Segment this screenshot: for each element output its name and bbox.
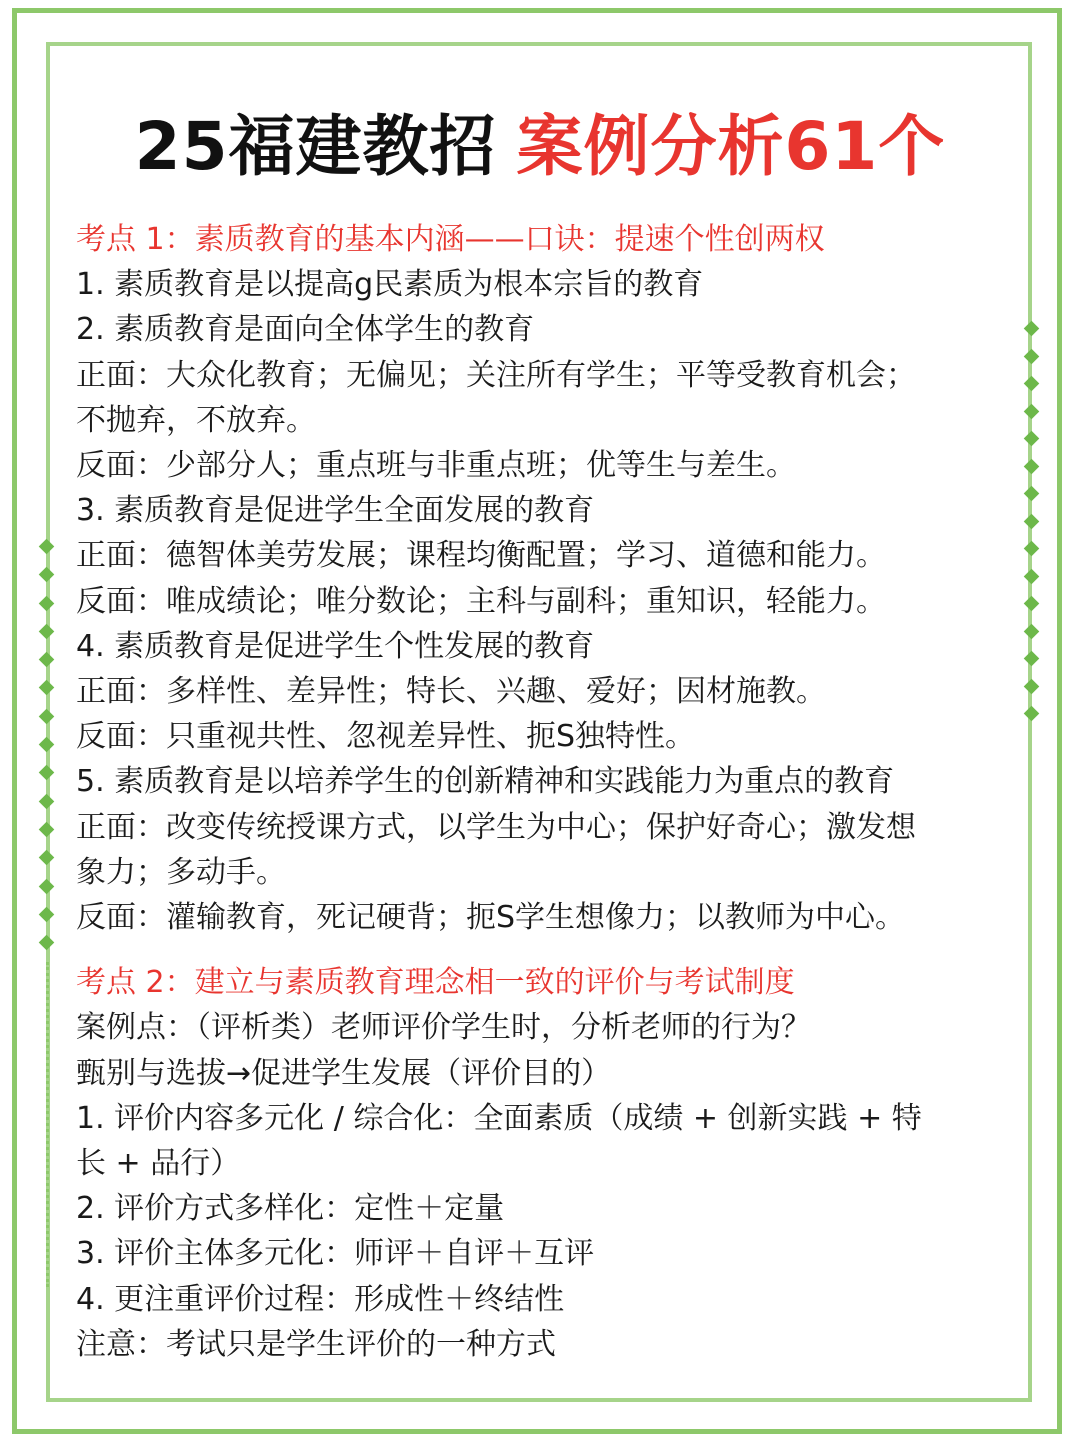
right-diamond-dots (1024, 323, 1040, 736)
diamond-dot (39, 793, 55, 809)
section-gap (76, 940, 1016, 960)
content (76, 217, 1016, 1367)
diamond-dot (39, 935, 55, 951)
diamond-dot (1024, 376, 1040, 392)
diamond-dot (1024, 348, 1040, 364)
diamond-dot (1024, 706, 1040, 722)
section-1-line: 正面：德智体美劳发展；课程均衡配置；学习、道德和能力。 (76, 538, 886, 574)
diamond-dot (39, 539, 55, 555)
section-2-line: 2. 评价方式多样化：定性＋定量 (76, 1191, 505, 1227)
section-1-line: 反面：只重视共性、忽视差异性、扼S独特性。 (76, 719, 696, 755)
title-part-red: 案例分析61个 (516, 108, 946, 185)
diamond-dot (39, 850, 55, 866)
diamond-dot (39, 878, 55, 894)
section-2-line: 1. 评价内容多元化 / 综合化：全面素质（成绩 + 创新实践 + 特 (76, 1100, 922, 1136)
diamond-dot (1024, 623, 1040, 639)
diamond-dot (1024, 513, 1040, 529)
diamond-dot (1024, 678, 1040, 694)
diamond-dot (1024, 651, 1040, 667)
diamond-dot (39, 595, 55, 611)
diamond-dot (1024, 458, 1040, 474)
diamond-dot (1024, 486, 1040, 502)
section-1-line: 5. 素质教育是以培养学生的创新精神和实践能力为重点的教育 (76, 764, 895, 800)
section-1-line: 象力；多动手。 (76, 854, 286, 890)
section-1-line: 正面：多样性、差异性；特长、兴趣、爱好；因材施教。 (76, 674, 826, 710)
section-1-line: 正面：改变传统授课方式，以学生为中心；保护好奇心；激发想 (76, 809, 916, 845)
diamond-dot (39, 652, 55, 668)
diamond-dot (1024, 596, 1040, 612)
section-2-line: 3. 评价主体多元化：师评＋自评＋互评 (76, 1236, 595, 1272)
diamond-dot (39, 765, 55, 781)
section-2-line: 4. 更注重评价过程：形成性＋终结性 (76, 1281, 565, 1317)
section-2-line: 注意：考试只是学生评价的一种方式 (76, 1326, 556, 1362)
diamond-dot (1024, 541, 1040, 557)
diamond-dot (39, 737, 55, 753)
section-2-heading: 考点 2：建立与素质教育理念相一致的评价与考试制度 (76, 965, 795, 1001)
diamond-dot (1024, 568, 1040, 584)
diamond-dot (39, 822, 55, 838)
section-2-line: 长 + 品行） (76, 1146, 241, 1182)
section-1-line: 1. 素质教育是以提高g民素质为根本宗旨的教育 (76, 267, 704, 303)
section-1-line: 4. 素质教育是促进学生个性发展的教育 (76, 628, 595, 664)
diamond-dot (39, 907, 55, 923)
section-1-line: 反面：灌输教育，死记硬背；扼S学生想像力；以教师为中心。 (76, 900, 906, 936)
diamond-dot (39, 709, 55, 725)
section-2-line: 甄别与选拔→促进学生发展（评价目的） (76, 1055, 612, 1091)
diamond-dot (39, 567, 55, 583)
diamond-dot (1024, 431, 1040, 447)
section-1-line: 2. 素质教育是面向全体学生的教育 (76, 312, 535, 348)
diamond-dot (39, 680, 55, 696)
diamond-dot (1024, 403, 1040, 419)
section-1-line: 3. 素质教育是促进学生全面发展的教育 (76, 493, 595, 529)
page-title (0, 104, 1080, 190)
left-diamond-dots (39, 541, 55, 965)
diamond-dot (1024, 321, 1040, 337)
section-1-heading: 考点 1：素质教育的基本内涵——口诀：提速个性创两权 (76, 222, 825, 257)
section-1-line: 反面：少部分人；重点班与非重点班；优等生与差生。 (76, 448, 796, 484)
diamond-dot (39, 624, 55, 640)
section-1-line: 反面：唯成绩论；唯分数论；主科与副科；重知识，轻能力。 (76, 583, 886, 619)
title-part-black: 25福建教招 (134, 108, 497, 185)
section-2-line: 案例点：（评析类）老师评价学生时，分析老师的行为？ (76, 1010, 811, 1046)
left-dotted-line (46, 962, 49, 1287)
section-1-line: 正面：大众化教育；无偏见；关注所有学生；平等受教育机会； (76, 357, 916, 393)
section-1-line: 不抛弃，不放弃。 (76, 402, 316, 438)
